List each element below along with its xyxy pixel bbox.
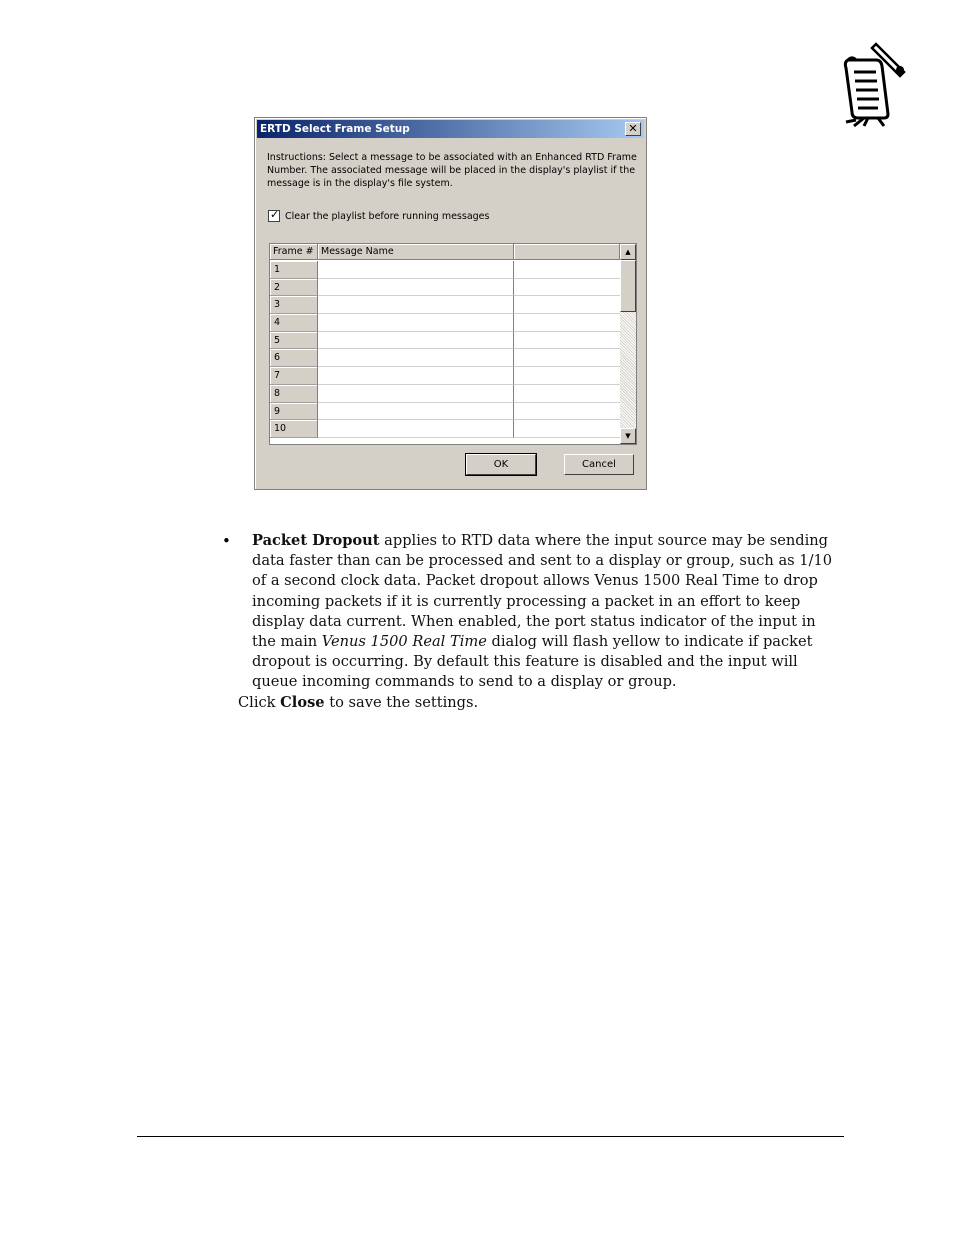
click-pre-text: Click <box>238 694 281 711</box>
instructions-text: Instructions: Select a message to be associated with an Enhanced RTD Frame Number. The associated message will be placed in the display's playlist if the message is in the display's file system. <box>267 152 637 189</box>
table-row[interactable] <box>270 420 620 438</box>
message-name-cell[interactable] <box>318 261 514 279</box>
table-row[interactable] <box>270 403 620 421</box>
table-row[interactable] <box>270 314 620 332</box>
clear-playlist-checkbox-row[interactable] <box>268 210 489 222</box>
column-header-extra[interactable] <box>514 244 620 260</box>
venus-real-time-italic: Venus 1500 Real Time <box>321 633 487 651</box>
close-icon[interactable]: ✕ <box>625 122 641 136</box>
packet-dropout-term: Packet Dropout <box>252 532 380 549</box>
table-row[interactable] <box>270 349 620 367</box>
bullet-paragraph <box>252 531 844 693</box>
ok-button[interactable]: OK <box>466 454 536 475</box>
bullet-text-part-1: applies to RTD data where the input source may be sending data faster than can be processed and sent to a display or group, such as 1/10 of a second clock data. Packet dropout allows Venus 1500 Real Time to drop incoming packets if it is currently processing a packet in an effort to keep display data current. When enabled, the port status indicator of the input in the main <box>252 532 833 651</box>
grid-rows <box>270 261 620 438</box>
scroll-thumb[interactable] <box>620 260 636 312</box>
extra-cell[interactable] <box>514 279 620 297</box>
ertd-select-frame-setup-dialog <box>254 117 647 490</box>
click-close-instruction <box>238 693 478 713</box>
message-name-cell[interactable] <box>318 420 514 438</box>
frame-number-cell: 4 <box>270 314 318 332</box>
frame-number-cell: 3 <box>270 296 318 314</box>
dialog-titlebar[interactable] <box>257 120 644 138</box>
grid-header <box>270 244 620 261</box>
extra-cell[interactable] <box>514 261 620 279</box>
note-scroll-quill-icon <box>838 42 912 128</box>
frame-number-cell: 10 <box>270 420 318 438</box>
table-row[interactable] <box>270 261 620 279</box>
extra-cell[interactable] <box>514 296 620 314</box>
dialog-title: ERTD Select Frame Setup <box>260 123 410 135</box>
message-name-cell[interactable] <box>318 279 514 297</box>
table-row[interactable] <box>270 279 620 297</box>
extra-cell[interactable] <box>514 420 620 438</box>
message-name-cell[interactable] <box>318 314 514 332</box>
message-name-cell[interactable] <box>318 296 514 314</box>
extra-cell[interactable] <box>514 403 620 421</box>
message-name-cell[interactable] <box>318 385 514 403</box>
extra-cell[interactable] <box>514 385 620 403</box>
frame-number-cell: 7 <box>270 367 318 385</box>
message-name-cell[interactable] <box>318 403 514 421</box>
cancel-button[interactable]: Cancel <box>564 454 634 475</box>
scroll-up-arrow-icon[interactable]: ▲ <box>620 244 636 260</box>
table-row[interactable] <box>270 332 620 350</box>
column-header-frame[interactable]: Frame # <box>270 244 318 260</box>
frame-number-cell: 9 <box>270 403 318 421</box>
checkmark-icon: ✓ <box>270 208 280 221</box>
frame-number-cell: 2 <box>270 279 318 297</box>
click-post-text: to save the settings. <box>324 694 479 711</box>
column-header-message-name[interactable]: Message Name <box>318 244 514 260</box>
bullet-icon: • <box>222 532 231 550</box>
clear-playlist-label: Clear the playlist before running messages <box>285 210 490 222</box>
table-row[interactable] <box>270 385 620 403</box>
message-name-cell[interactable] <box>318 367 514 385</box>
table-row[interactable] <box>270 296 620 314</box>
scroll-down-arrow-icon[interactable]: ▼ <box>620 428 636 444</box>
extra-cell[interactable] <box>514 349 620 367</box>
extra-cell[interactable] <box>514 332 620 350</box>
bullet-text-part-2: dialog will flash yellow to indicate if packet dropout is occurring. By default this feature is disabled and the input will queue incoming commands to send to a display or group. <box>252 633 813 691</box>
frame-number-cell: 5 <box>270 332 318 350</box>
clear-playlist-checkbox[interactable] <box>268 210 280 222</box>
message-name-cell[interactable] <box>318 349 514 367</box>
table-row[interactable] <box>270 367 620 385</box>
footer-rule <box>137 1136 844 1137</box>
message-name-cell[interactable] <box>318 332 514 350</box>
frame-number-cell: 6 <box>270 349 318 367</box>
frame-number-cell: 8 <box>270 385 318 403</box>
close-term: Close <box>280 694 325 711</box>
frame-number-cell: 1 <box>270 261 318 279</box>
extra-cell[interactable] <box>514 367 620 385</box>
vertical-scrollbar[interactable] <box>620 244 636 444</box>
extra-cell[interactable] <box>514 314 620 332</box>
frame-message-grid[interactable] <box>269 243 637 445</box>
